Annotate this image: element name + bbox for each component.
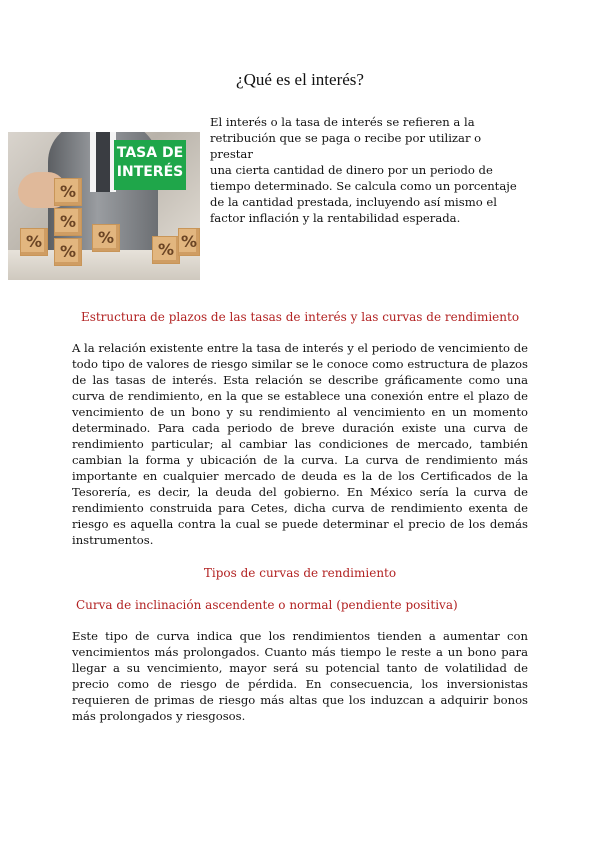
percent-cube: % (54, 178, 82, 206)
intro-line: de la cantidad prestada, incluyendo así mismo el factor inflación y la rentabilidad esperada. (210, 195, 497, 225)
percent-cube: % (54, 238, 82, 266)
percent-cube: % (178, 228, 200, 256)
section-heading-tipos: Tipos de curvas de rendimiento (203, 566, 397, 580)
badge-line-2: INTERÉS (116, 164, 184, 180)
section-body-curva-ascendente: Este tipo de curva indica que los rendimientos tienden a aumentar con vencimientos más prolongados. Cuanto más tiempo le reste a un bono para llegar a su vencimiento, mayor será su potencial tanto de volatilidad de precio como de riesgo de pérdida. En consecuencia, los inversionistas requieren de primas de riesgo más altas que los induzcan a adquirir bonos más prolongados y riesgosos. (72, 629, 528, 723)
percent-cube: % (20, 228, 48, 256)
tasa-de-interes-badge (114, 140, 186, 190)
percent-cube: % (152, 236, 180, 264)
badge-line-1: TASA DE (116, 145, 184, 161)
page-title: ¿Qué es el interés? (236, 70, 364, 89)
section-body-estructura: A la relación existente entre la tasa de interés y el periodo de vencimiento de todo tipo de valores de riesgo similar se le conoce como estructura de plazos de las tasas de interés. Esta relación se describe gráficamente como una curva de rendimiento, en la que se establece una conexión entre el plazo de vencimiento de un bono y su rendimiento al vencimiento en un momento determinado. Para cada periodo de breve duración existe una curva de rendimiento particular; al cambiar las condiciones de mercado, también cambian la forma y ubicación de la curva. La curva de rendimiento más importante en cualquier mercado de deuda es la de los Certificados de la Tesorería, es decir, la deuda del gobierno. En México sería la curva de rendimiento construida para Cetes, dicha curva de rendimiento exenta de riesgo es aquella contra la cual se puede determinar el precio de los demás instrumentos. (72, 341, 528, 547)
section-heading-estructura: Estructura de plazos de las tasas de interés y las curvas de rendimiento (80, 310, 520, 324)
intro-line: una cierta cantidad de dinero por un periodo de tiempo determinado. Se calcula como un porcentaje (210, 163, 517, 193)
intro-paragraph (210, 114, 527, 226)
percent-cube: % (54, 208, 82, 236)
tie-figure (96, 132, 110, 192)
subheading-curva-ascendente: Curva de inclinación ascendente o normal (pendiente positiva) (76, 598, 458, 612)
percent-cube: % (92, 224, 120, 252)
intro-line: El interés o la tasa de interés se refieren a la retribución que se paga o recibe por utilizar o prestar (210, 115, 482, 161)
